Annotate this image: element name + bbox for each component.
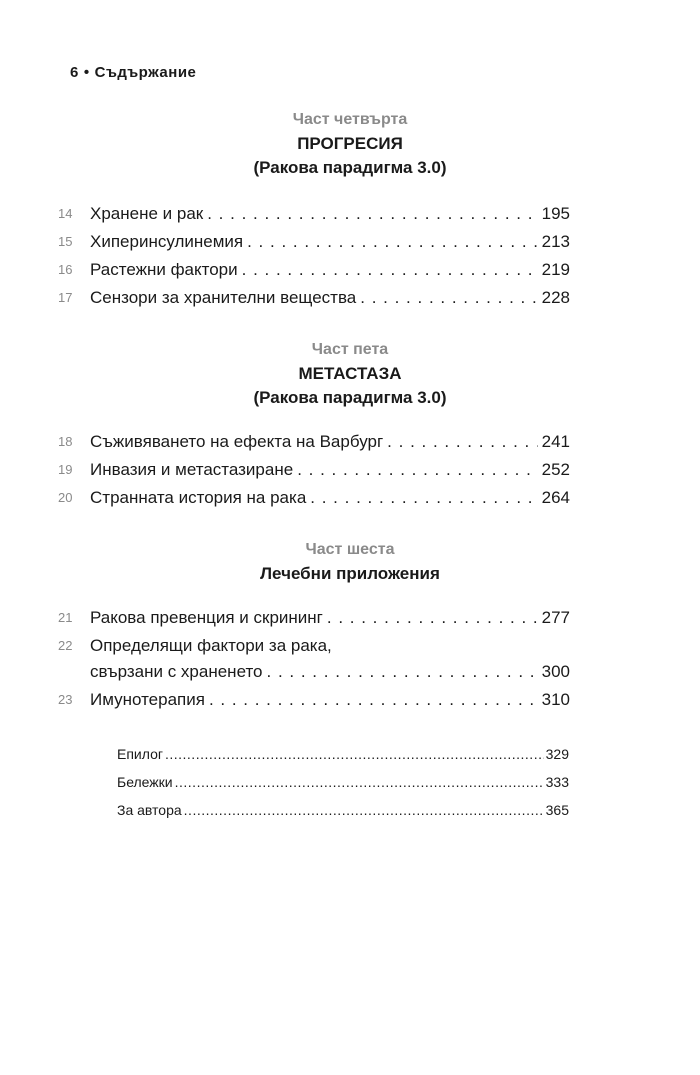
toc-entry[interactable]	[58, 284, 570, 312]
toc-entry[interactable]	[117, 740, 569, 768]
toc-entry[interactable]	[117, 796, 569, 824]
chapter-number: 14	[58, 206, 73, 221]
toc-entry-line1[interactable]	[58, 632, 570, 658]
chapter-title: Сензори за хранителни вещества	[90, 288, 357, 307]
chapter-title: Ракова превенция и скрининг	[90, 608, 323, 627]
part-title: ПРОГРЕСИЯ	[297, 134, 403, 153]
page-ref: 310	[541, 690, 570, 709]
section-title: Съдържание	[94, 64, 197, 81]
toc-part-six	[58, 604, 570, 714]
toc-entry[interactable]	[58, 456, 570, 484]
chapter-title: Имунотерапия	[90, 690, 205, 709]
chapter-title: Странната история на рака	[90, 488, 307, 507]
toc-part-four	[58, 200, 570, 312]
part-title: МЕТАСТАЗА	[298, 364, 402, 383]
chapter-title-line1: Определящи фактори за рака,	[90, 636, 332, 655]
chapter-title: свързани с храненето	[90, 662, 263, 681]
chapter-title: Хиперинсулинемия	[90, 232, 244, 251]
entry-title: За автора	[117, 802, 182, 818]
chapter-number: 16	[58, 262, 73, 277]
toc-entry[interactable]	[58, 200, 570, 228]
toc-part-five	[58, 428, 570, 512]
page-number: 6	[70, 64, 79, 81]
chapter-number: 22	[58, 638, 73, 653]
page-ref: 264	[541, 488, 570, 507]
toc-entry[interactable]	[58, 428, 570, 456]
page-ref: 300	[541, 662, 570, 681]
dot-leader	[310, 484, 537, 512]
chapter-number: 23	[58, 692, 73, 707]
chapter-title: Хранене и рак	[90, 204, 204, 223]
page-ref: 213	[541, 232, 570, 251]
dot-leader	[209, 686, 538, 714]
part-subtitle: (Ракова парадигма 3.0)	[253, 388, 447, 407]
dot-leader	[267, 658, 538, 686]
dot-leader	[247, 228, 538, 256]
running-header	[70, 64, 196, 81]
page-ref: 252	[541, 460, 570, 479]
dot-leader	[297, 456, 537, 484]
toc-entry[interactable]	[58, 228, 570, 256]
chapter-number: 20	[58, 490, 73, 505]
page-ref: 241	[541, 432, 570, 451]
dot-leader	[387, 428, 537, 456]
page-ref: 365	[545, 802, 569, 818]
header-bullet: •	[83, 64, 90, 81]
toc-entry[interactable]	[58, 484, 570, 512]
page-ref: 329	[545, 746, 569, 762]
entry-title: Епилог	[117, 746, 163, 762]
part-label: Част четвърта	[292, 111, 408, 128]
page-ref: 277	[541, 608, 570, 627]
toc-entry[interactable]	[117, 768, 569, 796]
dot-leader	[165, 740, 544, 768]
part-label: Част шеста	[305, 541, 395, 558]
chapter-title: Инвазия и метастазиране	[90, 460, 294, 479]
chapter-number: 18	[58, 434, 73, 449]
chapter-number: 21	[58, 610, 73, 625]
dot-leader	[242, 256, 538, 284]
part-label: Част пета	[311, 341, 389, 358]
toc-entry[interactable]	[90, 658, 570, 686]
chapter-number: 19	[58, 462, 73, 477]
page-ref: 333	[545, 774, 569, 790]
part-five-heading	[0, 340, 700, 410]
page-ref: 228	[541, 288, 570, 307]
chapter-number: 15	[58, 234, 73, 249]
toc-entry[interactable]	[58, 686, 570, 714]
dot-leader	[184, 796, 544, 824]
toc-entry[interactable]	[58, 256, 570, 284]
toc-entry[interactable]	[58, 604, 570, 632]
toc-back-matter	[117, 740, 569, 824]
page-ref: 219	[541, 260, 570, 279]
page-ref: 195	[541, 204, 570, 223]
part-subtitle: (Ракова парадигма 3.0)	[253, 158, 447, 177]
part-title: Лечебни приложения	[260, 564, 440, 583]
dot-leader	[207, 200, 537, 228]
part-four-heading	[0, 110, 700, 180]
dot-leader	[175, 768, 544, 796]
chapter-title: Растежни фактори	[90, 260, 238, 279]
dot-leader	[360, 284, 537, 312]
chapter-number: 17	[58, 290, 73, 305]
entry-title: Бележки	[117, 774, 173, 790]
chapter-title: Съживяването на ефекта на Варбург	[90, 432, 384, 451]
part-six-heading	[0, 540, 700, 586]
dot-leader	[327, 604, 538, 632]
